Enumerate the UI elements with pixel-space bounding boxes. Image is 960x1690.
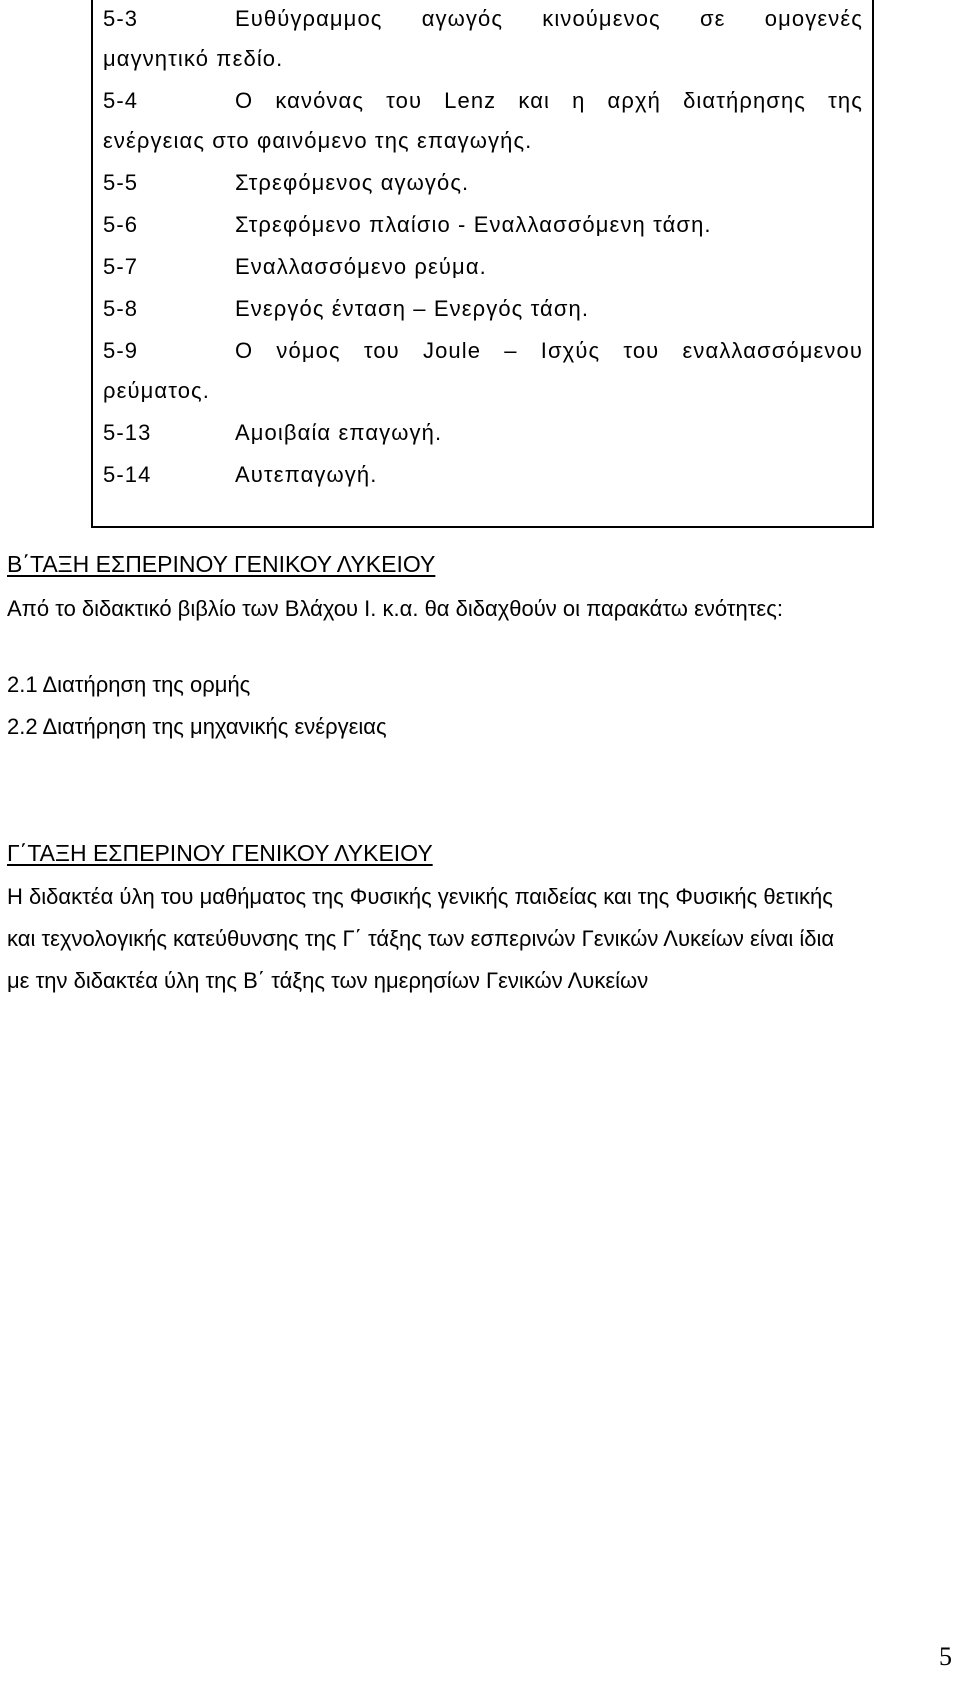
word: Joule [422, 338, 482, 363]
item-number: 5-14 [103, 462, 152, 487]
section-heading-c: Γ΄ΤΑΞΗ ΕΣΠΕΡΙΝΟΥ ΓΕΝΙΚΟΥ ΛΥΚΕΙΟΥ [7, 840, 433, 866]
item-text: Στρεφόμενος αγωγός. [235, 170, 470, 195]
item-number: 5-3 [103, 6, 139, 31]
item-number: 5-13 [103, 420, 152, 445]
word: σε [699, 6, 726, 31]
word: του [363, 338, 400, 363]
item-number: 5-7 [103, 254, 139, 279]
section-b-topic: 2.1 Διατήρηση της ορμής [7, 672, 251, 697]
section-c-line: Η διδακτέα ύλη του μαθήματος της Φυσικής γενικής παιδείας και της Φυσικής θετικής [7, 884, 833, 909]
section-c-line: με την διδακτέα ύλη της Β΄ τάξης των ημερησίων Γενικών Λυκείων [7, 968, 649, 993]
page-number: 5 [939, 1642, 952, 1671]
word: διατήρησης [683, 88, 807, 113]
item-text-continuation: ενέργειας στο φαινόμενο της επαγωγής. [103, 128, 533, 153]
item-text: Στρεφόμενο πλαίσιο - Εναλλασσόμενη τάση. [235, 212, 712, 237]
word: εναλλασσόμενου [682, 338, 863, 363]
word: – [504, 338, 518, 363]
section-b-intro: Από το διδακτικό βιβλίο των Βλάχου Ι. κ.α. θα διδαχθούν οι παρακάτω ενότητες: [7, 596, 783, 621]
word: κανόνας [275, 88, 365, 113]
item-text-justified [235, 88, 863, 114]
word: του [623, 338, 660, 363]
word: Lenz [444, 88, 497, 113]
word: της [828, 88, 863, 113]
item-text-continuation: ρεύματος. [103, 378, 210, 403]
word: η [572, 88, 586, 113]
word: αγωγός [421, 6, 504, 31]
word: και [518, 88, 551, 113]
item-text: Ενεργός ένταση – Ενεργός τάση. [235, 296, 590, 321]
item-number: 5-9 [103, 338, 139, 363]
item-text-continuation: μαγνητικό πεδίο. [103, 46, 284, 71]
section-heading-b: Β΄ΤΑΞΗ ΕΣΠΕΡΙΝΟΥ ΓΕΝΙΚΟΥ ΛΥΚΕΙΟΥ [7, 551, 436, 577]
item-number: 5-4 [103, 88, 139, 113]
word: Ο [235, 338, 254, 363]
word: αρχή [607, 88, 661, 113]
item-number: 5-6 [103, 212, 139, 237]
word: του [386, 88, 423, 113]
word: κινούμενος [542, 6, 661, 31]
item-text-justified [235, 338, 863, 364]
section-c-line: και τεχνολογικής κατεύθυνσης της Γ΄ τάξης των εσπερινών Γενικών Λυκείων είναι ίδια [7, 926, 835, 951]
item-text: Αμοιβαία επαγωγή. [235, 420, 443, 445]
item-number: 5-5 [103, 170, 139, 195]
item-text-justified [235, 6, 863, 32]
word: ομογενές [764, 6, 863, 31]
item-text: Εναλλασσόμενο ρεύμα. [235, 254, 487, 279]
section-b-topic: 2.2 Διατήρηση της μηχανικής ενέργειας [7, 714, 387, 739]
word: νόμος [276, 338, 341, 363]
item-text: Αυτεπαγωγή. [235, 462, 378, 487]
word: Ο [235, 88, 254, 113]
item-number: 5-8 [103, 296, 139, 321]
word: Ισχύς [540, 338, 601, 363]
word: Ευθύγραμμος [235, 6, 383, 31]
